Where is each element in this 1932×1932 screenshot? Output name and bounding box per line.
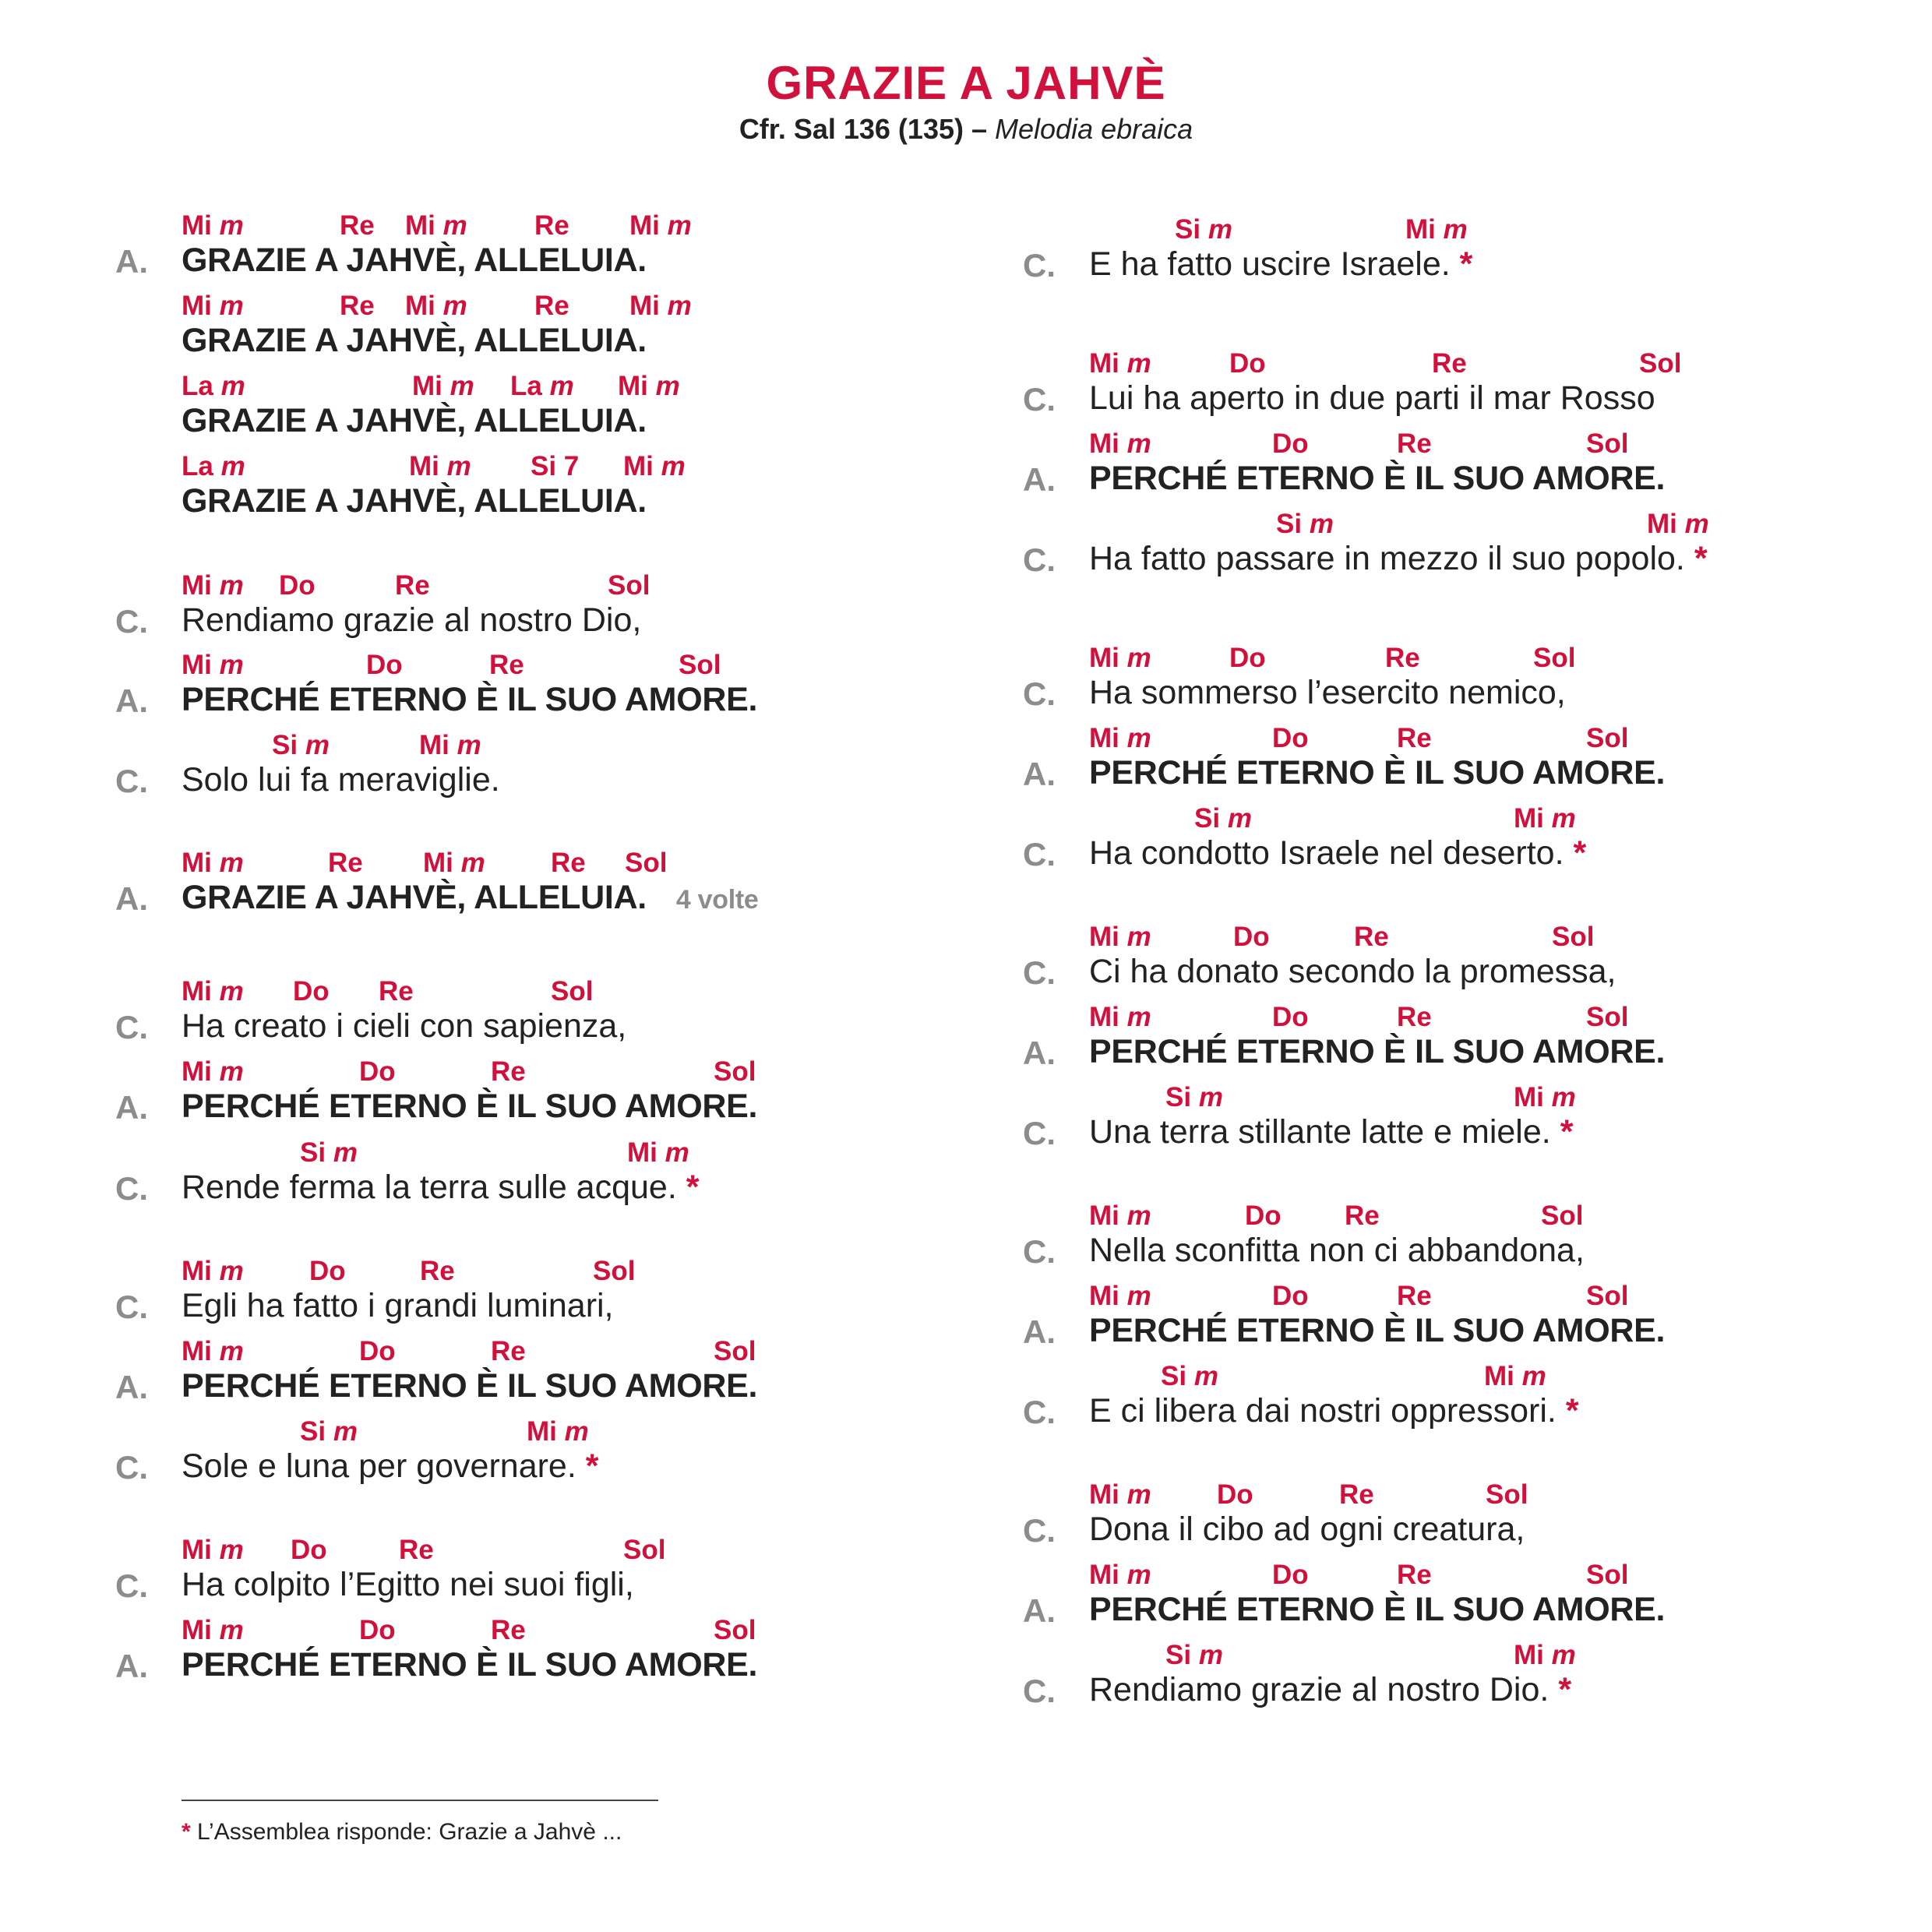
chord: Re	[1345, 1200, 1380, 1231]
chord: Mi m	[405, 291, 467, 321]
lyric-text: Ha condotto Israele nel deserto. *	[1089, 834, 1587, 872]
lyric-text: Ha sommerso l’esercito nemico,	[1089, 674, 1566, 711]
chord: Re	[328, 848, 363, 878]
chord: Si m	[1161, 1361, 1218, 1391]
lyric-text: Ha fatto passare in mezzo il suo popolo. *	[1089, 540, 1708, 577]
chord: La m	[510, 371, 574, 401]
chord: Mi m	[527, 1416, 589, 1447]
chord-row	[0, 428, 1870, 460]
chord: Si 7	[531, 451, 580, 481]
chord: La m	[182, 451, 245, 481]
chord: Sol	[714, 1615, 756, 1645]
chord: Re	[379, 976, 414, 1007]
chord: Re	[1397, 1560, 1432, 1590]
chord: Mi m	[1514, 803, 1576, 834]
chord: Re	[534, 210, 569, 241]
speaker-label: C.	[115, 603, 148, 640]
chord: Do	[1272, 1281, 1309, 1311]
speaker-label: C.	[115, 1170, 148, 1207]
footnote-star: *	[182, 1819, 191, 1845]
speaker-label: A.	[115, 682, 148, 719]
chord: Mi m	[1405, 214, 1468, 245]
chord: Re	[1339, 1479, 1374, 1510]
chord-row	[0, 848, 935, 879]
chord: Mi m	[412, 371, 474, 401]
chord: Re	[491, 1615, 526, 1645]
chord: Si m	[1194, 803, 1252, 834]
chord: Sol	[714, 1336, 756, 1366]
chord-row	[0, 1640, 1870, 1671]
chord: Re	[491, 1056, 526, 1087]
chord-row	[0, 1200, 1870, 1232]
chord: Sol	[1586, 428, 1629, 459]
footnote-text: L’Assemblea risponde: Grazie a Jahvè ...	[197, 1819, 622, 1845]
lyric-text: Rendiamo grazie al nostro Dio,	[182, 601, 642, 639]
chord: Si m	[272, 730, 330, 760]
chord: Sol	[1533, 643, 1576, 673]
chord: Mi m	[1089, 1281, 1151, 1311]
lyric-text: Rendiamo grazie al nostro Dio. *	[1089, 1671, 1572, 1708]
footnote-star: *	[1459, 245, 1473, 283]
chord: Re	[1397, 428, 1432, 459]
chord: Mi m	[419, 730, 481, 760]
chord: Sol	[625, 848, 668, 878]
chord: Sol	[1586, 723, 1629, 753]
chord: Re	[489, 650, 524, 680]
chord: Mi m	[1089, 1002, 1151, 1032]
speaker-label: C.	[115, 763, 148, 799]
chord: Re	[1397, 1281, 1432, 1311]
footnote-star: *	[585, 1447, 599, 1485]
chord: Mi m	[1647, 509, 1709, 539]
chord: Mi m	[423, 848, 485, 878]
chord: Do	[1272, 1560, 1309, 1590]
lyric-text: PERCHÉ ETERNO È IL SUO AMORE.	[182, 1646, 758, 1683]
lyric-text: PERCHÉ ETERNO È IL SUO AMORE.	[1089, 1591, 1666, 1628]
chord: Re	[420, 1256, 455, 1286]
speaker-label: C.	[115, 1567, 148, 1604]
chord-row	[0, 1002, 1870, 1033]
lyric-text: Una terra stillante latte e miele. *	[1089, 1113, 1574, 1151]
chord-row	[0, 214, 1870, 245]
chord: Mi m	[1089, 1200, 1151, 1231]
lyric-text: Ha creato i cieli con sapienza,	[182, 1007, 627, 1045]
chord-row	[0, 1361, 1870, 1392]
chord: Do	[1272, 1002, 1309, 1032]
chord: Re	[1432, 348, 1467, 379]
lyric-text: GRAZIE A JAHVÈ, ALLELUIA.	[182, 402, 647, 439]
speaker-label: A.	[115, 1648, 148, 1684]
lyric-text: Sole e luna per governare. *	[182, 1447, 599, 1485]
chord: Si m	[1165, 1082, 1223, 1112]
chord-row	[0, 509, 1870, 540]
chord: Do	[1217, 1479, 1253, 1510]
chord-row	[0, 643, 1870, 674]
speaker-label: C.	[1023, 1233, 1056, 1270]
chord: Si m	[1175, 214, 1232, 245]
speaker-label: C.	[1023, 836, 1056, 873]
speaker-label: C.	[1023, 1673, 1056, 1709]
speaker-label: C.	[1023, 675, 1056, 712]
chord: Mi m	[1089, 348, 1151, 379]
chord: Do	[309, 1256, 346, 1286]
chord: Mi m	[1089, 1479, 1151, 1510]
repeat-note: 4 volte	[675, 885, 759, 915]
chord: Do	[1233, 922, 1270, 952]
lyric-text: Egli ha fatto i grandi luminari,	[182, 1287, 614, 1324]
chord: Sol	[679, 650, 721, 680]
chord: Do	[1272, 428, 1309, 459]
chord: Mi m	[182, 1336, 244, 1366]
chord-row	[0, 1082, 1870, 1113]
chord: Si m	[1276, 509, 1334, 539]
chord: Si m	[300, 1416, 358, 1447]
chord: Sol	[1586, 1281, 1629, 1311]
speaker-label: C.	[115, 1009, 148, 1045]
chord: Mi m	[182, 848, 244, 878]
speaker-label: A.	[1023, 1035, 1056, 1071]
chord-row	[0, 1560, 1870, 1591]
speaker-label: C.	[1023, 541, 1056, 578]
chord: Sol	[1486, 1479, 1528, 1510]
chord: Do	[359, 1615, 396, 1645]
chord-row	[0, 1479, 1870, 1511]
chord: Do	[291, 1535, 327, 1565]
speaker-label: A.	[1023, 1592, 1056, 1629]
lyric-text: PERCHÉ ETERNO È IL SUO AMORE.	[182, 1367, 758, 1405]
speaker-label: C.	[1023, 1115, 1056, 1151]
lyric-text: GRAZIE A JAHVÈ, ALLELUIA. 4 volte	[182, 879, 759, 916]
speaker-label: A.	[1023, 461, 1056, 498]
chord: Re	[551, 848, 586, 878]
chord: Do	[359, 1336, 396, 1366]
lyric-text: Nella sconfitta non ci abbandona,	[1089, 1232, 1585, 1269]
lyric-text: GRAZIE A JAHVÈ, ALLELUIA.	[182, 322, 647, 359]
chord-row	[0, 570, 935, 601]
chord: Re	[491, 1336, 526, 1366]
chord: Re	[1397, 1002, 1432, 1032]
footnote-star: *	[1558, 1671, 1572, 1708]
chord: Do	[279, 570, 316, 601]
footnote-star: *	[686, 1169, 700, 1206]
chord: Sol	[623, 1535, 666, 1565]
chord: Do	[1229, 643, 1266, 673]
chord: Sol	[1541, 1200, 1584, 1231]
chord: Mi m	[629, 291, 692, 321]
lyric-text: Lui ha aperto in due parti il mar Rosso	[1089, 379, 1655, 417]
speaker-label: A.	[1023, 756, 1056, 792]
speaker-label: C.	[1023, 954, 1056, 991]
chord-row	[0, 723, 1870, 754]
lyric-text: Solo lui fa meraviglie.	[182, 761, 500, 799]
chord: Mi m	[409, 451, 471, 481]
speaker-label: C.	[1023, 247, 1056, 284]
chord: Sol	[1552, 922, 1595, 952]
chord: Do	[1245, 1200, 1282, 1231]
speaker-label: A.	[1023, 1313, 1056, 1350]
footnote-star: *	[1565, 1392, 1579, 1430]
chord: Mi m	[182, 210, 244, 241]
chord-row	[0, 922, 1870, 953]
chord: Mi m	[182, 1256, 244, 1286]
chord: Mi m	[182, 1615, 244, 1645]
lyric-text: PERCHÉ ETERNO È IL SUO AMORE.	[1089, 1312, 1666, 1349]
chord: Re	[399, 1535, 434, 1565]
lyric-text: PERCHÉ ETERNO È IL SUO AMORE.	[1089, 754, 1666, 791]
chord-row	[0, 1137, 935, 1169]
chord: Mi m	[1484, 1361, 1546, 1391]
chord-row	[0, 1416, 935, 1447]
lyric-text: Ci ha donato secondo la promessa,	[1089, 953, 1616, 990]
speaker-label: C.	[115, 1289, 148, 1325]
chord: Mi m	[1089, 643, 1151, 673]
chord: Re	[1397, 723, 1432, 753]
chord: Do	[1272, 723, 1309, 753]
chord: Do	[366, 650, 403, 680]
chord: Mi m	[405, 210, 467, 241]
song-subtitle	[0, 113, 1932, 146]
chord: Mi m	[623, 451, 686, 481]
chord: Mi m	[1089, 428, 1151, 459]
lyric-text: GRAZIE A JAHVÈ, ALLELUIA.	[182, 242, 647, 279]
chord: Re	[534, 291, 569, 321]
footnote-divider	[182, 1800, 658, 1801]
chord: Si m	[1165, 1640, 1223, 1670]
lyric-text: Rende ferma la terra sulle acque. *	[182, 1169, 700, 1206]
chord: Re	[1354, 922, 1389, 952]
speaker-label: C.	[1023, 1512, 1056, 1549]
chord: Mi m	[182, 570, 244, 601]
chord-row	[0, 348, 1870, 379]
speaker-label: A.	[115, 1369, 148, 1405]
chord: Sol	[714, 1056, 756, 1087]
chord: Do	[1229, 348, 1266, 379]
chord: Sol	[593, 1256, 636, 1286]
chord: Re	[340, 210, 375, 241]
chord: Sol	[1586, 1002, 1629, 1032]
chord: Mi m	[627, 1137, 689, 1168]
chord: Sol	[1586, 1560, 1629, 1590]
chord: Si m	[300, 1137, 358, 1168]
chord: Sol	[608, 570, 650, 601]
chord: Do	[359, 1056, 396, 1087]
lyric-text: Dona il cibo ad ogni creatura,	[1089, 1511, 1525, 1548]
lyric-text: E ha fatto uscire Israele. *	[1089, 245, 1473, 283]
chord: Re	[1385, 643, 1420, 673]
speaker-label: A.	[115, 1089, 148, 1126]
chord: Mi m	[182, 291, 244, 321]
chord-row	[0, 803, 1870, 834]
chord: Mi m	[618, 371, 680, 401]
chord: Mi m	[182, 1535, 244, 1565]
chord: Mi m	[182, 976, 244, 1007]
lyric-text: E ci libera dai nostri oppressori. *	[1089, 1392, 1579, 1430]
subtitle-melody: Melodia ebraica	[995, 113, 1193, 145]
chord: Mi m	[1514, 1640, 1576, 1670]
chord: Mi m	[1514, 1082, 1576, 1112]
lyric-text: Ha colpito l’Egitto nei suoi figli,	[182, 1566, 634, 1603]
speaker-label: A.	[115, 880, 148, 917]
chord: Mi m	[1089, 1560, 1151, 1590]
lyric-text: GRAZIE A JAHVÈ, ALLELUIA.	[182, 482, 647, 520]
speaker-label: A.	[115, 243, 148, 280]
footnote-star: *	[1694, 540, 1708, 577]
footnote-star: *	[1560, 1113, 1574, 1151]
lyric-text: PERCHÉ ETERNO È IL SUO AMORE.	[182, 681, 758, 718]
chord: Mi m	[182, 650, 244, 680]
chord: La m	[182, 371, 245, 401]
chord: Mi m	[1089, 922, 1151, 952]
chord: Do	[293, 976, 330, 1007]
lyric-text: PERCHÉ ETERNO È IL SUO AMORE.	[1089, 460, 1666, 497]
speaker-label: C.	[115, 1449, 148, 1486]
chord: Sol	[1639, 348, 1682, 379]
chord-row	[0, 1281, 1870, 1312]
chord: Mi m	[629, 210, 692, 241]
footnote	[182, 1819, 622, 1846]
speaker-label: C.	[1023, 381, 1056, 418]
chord: Re	[395, 570, 430, 601]
lyric-text: PERCHÉ ETERNO È IL SUO AMORE.	[1089, 1033, 1666, 1070]
chord-row	[0, 291, 935, 322]
footnote-star: *	[1573, 834, 1587, 872]
chord: Sol	[551, 976, 594, 1007]
song-title: GRAZIE A JAHVÈ	[766, 57, 1166, 109]
subtitle-source: Cfr. Sal 136 (135) –	[739, 113, 987, 145]
chord: Re	[340, 291, 375, 321]
chord: Mi m	[1089, 723, 1151, 753]
speaker-label: C.	[1023, 1394, 1056, 1430]
chord: Mi m	[182, 1056, 244, 1087]
lyric-text: PERCHÉ ETERNO È IL SUO AMORE.	[182, 1088, 758, 1125]
